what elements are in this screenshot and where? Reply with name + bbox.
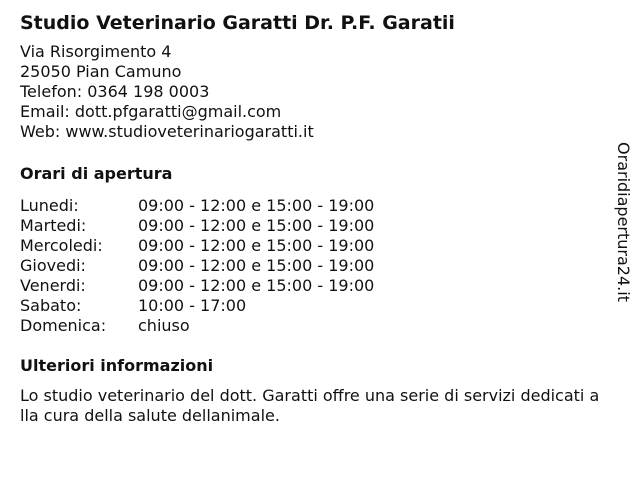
phone-number: Telefon: 0364 198 0003 <box>20 82 210 101</box>
day-label: Domenica: <box>20 316 107 335</box>
hours-row-mercoledi <box>20 236 610 256</box>
time-value: 09:00 - 12:00 e 15:00 - 19:00 <box>138 196 375 215</box>
day-label: Venerdi: <box>20 276 86 295</box>
time-value: 09:00 - 12:00 e 15:00 - 19:00 <box>138 236 375 255</box>
time-value: 09:00 - 12:00 e 15:00 - 19:00 <box>138 276 375 295</box>
address-street: Via Risorgimento 4 <box>20 42 172 61</box>
side-brand-watermark: Oraridiapertura24.it <box>614 142 633 302</box>
hours-row-domenica <box>20 316 610 336</box>
contact-block <box>20 42 610 142</box>
opening-hours-list <box>20 196 610 336</box>
website-address: Web: www.studioveterinariogaratti.it <box>20 122 314 141</box>
business-card <box>20 10 610 426</box>
time-value: 09:00 - 12:00 e 15:00 - 19:00 <box>138 256 375 275</box>
more-info-text: Lo studio veterinario del dott. Garatti offre una serie di servizi dedicati alla cura della salute dellanimale. <box>20 386 600 425</box>
day-label: Mercoledi: <box>20 236 103 255</box>
day-label: Sabato: <box>20 296 82 315</box>
hours-row-sabato <box>20 296 610 316</box>
email-address: Email: dott.pfgaratti@gmail.com <box>20 102 282 121</box>
time-value: 09:00 - 12:00 e 15:00 - 19:00 <box>138 216 375 235</box>
more-info-heading: Ulteriori informazioni <box>20 356 214 375</box>
opening-hours-heading: Orari di apertura <box>20 164 173 183</box>
time-value: 10:00 - 17:00 <box>138 296 247 315</box>
hours-row-giovedi <box>20 256 610 276</box>
day-label: Lunedi: <box>20 196 79 215</box>
hours-row-lunedi <box>20 196 610 216</box>
time-value: chiuso <box>138 316 190 335</box>
hours-row-martedi <box>20 216 610 236</box>
hours-row-venerdi <box>20 276 610 296</box>
day-label: Giovedi: <box>20 256 86 275</box>
day-label: Martedi: <box>20 216 87 235</box>
business-name: Studio Veterinario Garatti Dr. P.F. Garatii <box>20 12 455 34</box>
address-city: 25050 Pian Camuno <box>20 62 182 81</box>
